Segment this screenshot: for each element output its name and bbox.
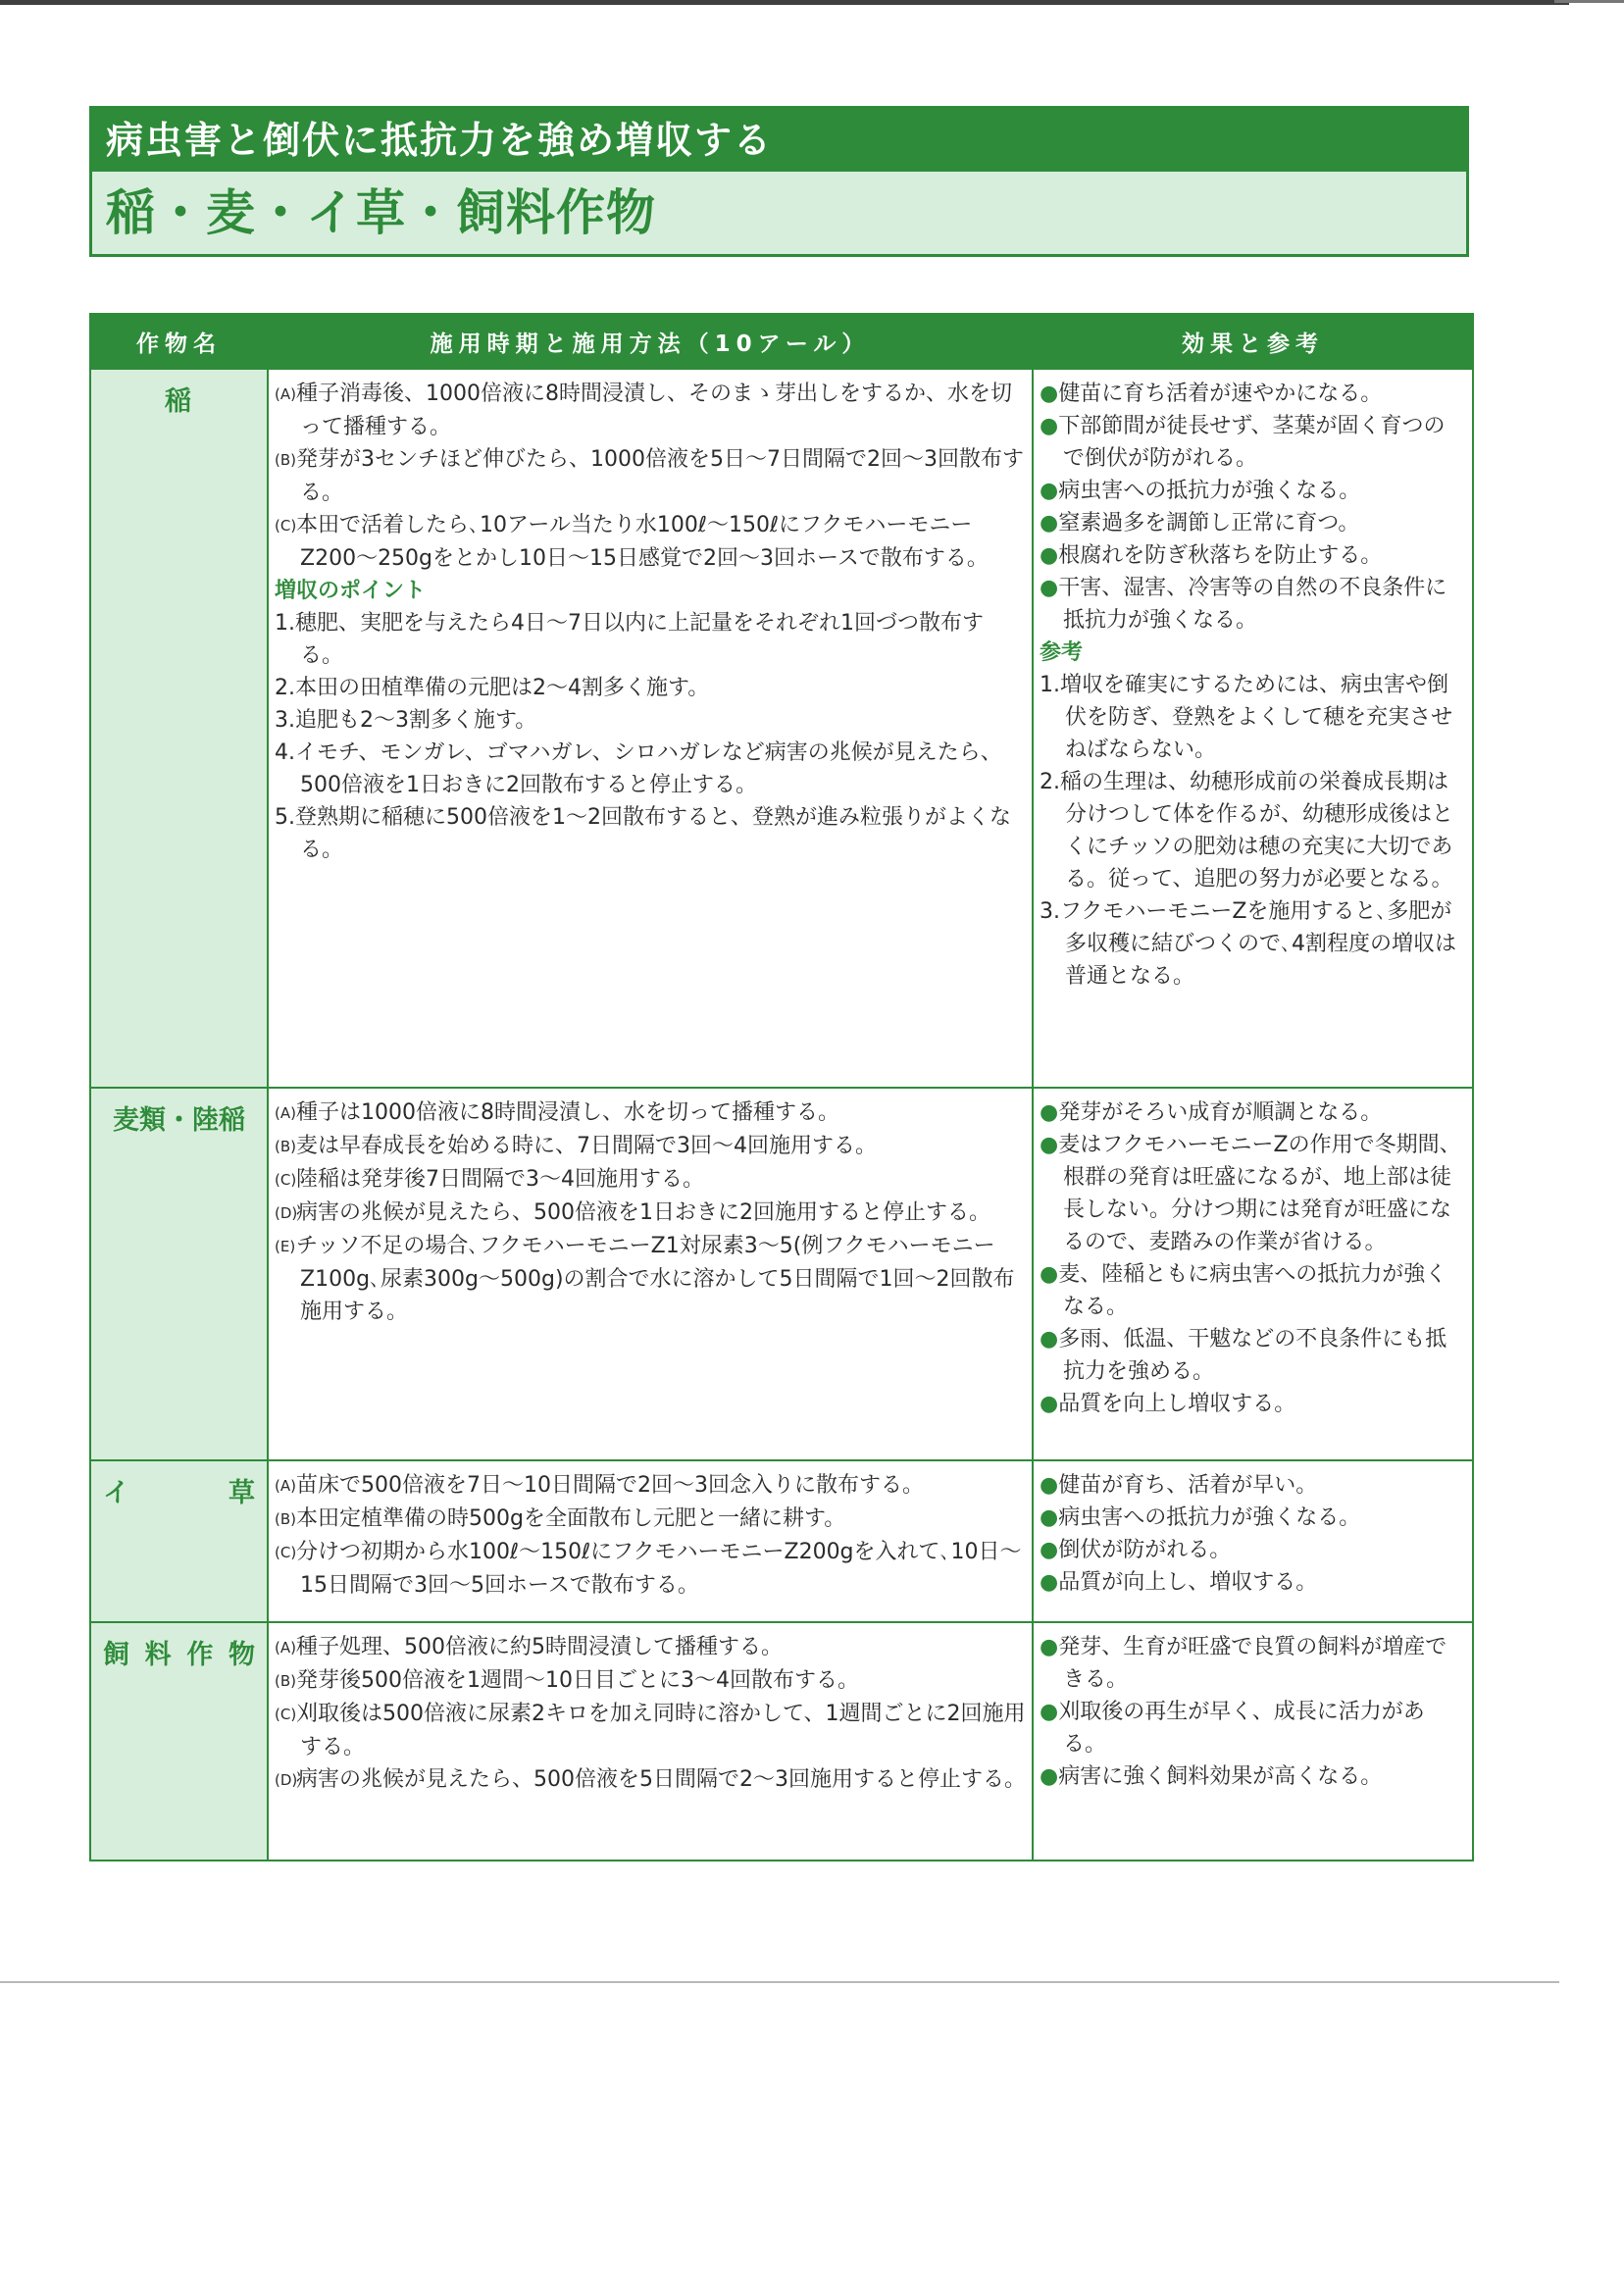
bullet-dot-icon: ●: [1040, 1570, 1059, 1595]
effect-item: ●根腐れを防ぎ秋落ちを防止する。: [1040, 543, 1383, 568]
bullet-dot-icon: ●: [1040, 576, 1059, 600]
top-rule: [0, 0, 1569, 5]
effect-cell: [1033, 369, 1473, 1088]
effect-item: ●倒伏が防がれる。: [1040, 1538, 1232, 1562]
table-row-igusa: [90, 1460, 1473, 1622]
method-item: (C)分けつ初期から水100ℓ〜150ℓにフクモハーモニーZ200gを入れて､10日〜15日間隔で3回〜5回ホースで散布する。: [275, 1540, 1022, 1598]
point-item: 3.追肥も2〜3割多く施す。: [275, 708, 537, 733]
method-item: (C)刈取後は500倍液に尿素2キロを加え同時に溶かして、1週間ごとに2回施用する。: [275, 1702, 1026, 1759]
bullet-dot-icon: ●: [1040, 1100, 1059, 1125]
points-heading: 増収のポイント: [275, 579, 427, 603]
effect-cell: [1033, 1088, 1473, 1460]
method-item: (B)本田定植準備の時500gを全面散布し元肥と一緒に耕す。: [275, 1506, 846, 1531]
effect-item: ●窒素過多を調節し正常に育つ。: [1040, 511, 1360, 535]
effect-item: ●品質が向上し、増収する。: [1040, 1570, 1318, 1595]
effect-item: ●下部節間が徒長せず、茎葉が固く育つので倒伏が防がれる。: [1040, 414, 1446, 471]
column-header-effect: 効果と参考: [1033, 314, 1473, 369]
crop-name: イ草: [90, 1460, 268, 1622]
bullet-dot-icon: ●: [1040, 511, 1059, 535]
bullet-dot-icon: ●: [1040, 479, 1059, 503]
method-cell: [268, 369, 1033, 1088]
bullet-dot-icon: ●: [1040, 1505, 1059, 1530]
point-item: 1.穂肥、実肥を与えたら4日〜7日以内に上記量をそれぞれ1回づつ散布する。: [275, 611, 984, 668]
effect-item: ●発芽、生育が旺盛で良質の飼料が増産できる。: [1040, 1635, 1447, 1692]
method-item: (A)苗床で500倍液を7日〜10日間隔で2回〜3回念入りに散布する。: [275, 1473, 924, 1498]
point-item: 4.イモチ、モンガレ、ゴマハガレ、シロハガレなど病害の兆候が見えたら、500倍液を1日おきに2回散布すると停止する。: [275, 740, 1002, 797]
table-row-wheat: [90, 1088, 1473, 1460]
method-item: (B)麦は早春成長を始める時に、7日間隔で3回〜4回施用する。: [275, 1134, 877, 1158]
page-header: [89, 106, 1469, 257]
page-title: 稲・麦・イ草・飼料作物: [92, 172, 1466, 254]
effect-item: ●病虫害への抵抗力が強くなる。: [1040, 479, 1361, 503]
bullet-dot-icon: ●: [1040, 1327, 1059, 1351]
effect-item: ●干害、湿害、冷害等の自然の不良条件に抵抗力が強くなる。: [1040, 576, 1447, 633]
effect-cell: [1033, 1622, 1473, 1861]
method-item: (D)病害の兆候が見えたら、500倍液を1日おきに2回施用すると停止する。: [275, 1200, 990, 1225]
bullet-dot-icon: ●: [1040, 1133, 1059, 1157]
method-item: (D)病害の兆候が見えたら、500倍液を5日間隔で2〜3回施用すると停止する。: [275, 1767, 1026, 1792]
bottom-rule: [0, 1981, 1559, 1983]
bullet-dot-icon: ●: [1040, 1473, 1059, 1498]
method-cell: [268, 1622, 1033, 1861]
reference-item: 1.増収を確実にするためには、病虫害や倒伏を防ぎ、登熟をよくして穂を充実させねばならない。: [1040, 673, 1453, 762]
page-subtitle: 病虫害と倒伏に抵抗力を強め増収する: [92, 109, 1466, 172]
effect-item: ●多雨、低温、干魃などの不良条件にも抵抗力を強める。: [1040, 1327, 1447, 1384]
reference-item: 2.稲の生理は、幼穂形成前の栄養成長期は分けつして体を作るが、幼穂形成後はとくにチッソの肥効は穂の充実に大切である。従って、追肥の努力が必要となる。: [1040, 770, 1454, 892]
effect-item: ●麦、陸稲ともに病虫害への抵抗力が強くなる。: [1040, 1262, 1447, 1319]
crop-name: 稲: [90, 369, 268, 1088]
effect-item: ●健苗が育ち、活着が早い。: [1040, 1473, 1318, 1498]
method-item: (E)チッソ不足の場合､フクモハーモニーZ1対尿素3〜5(例フクモハーモニーZ100g､尿素300g〜500g)の割合で水に溶かして5日間隔で1回〜2回散布施用する。: [275, 1234, 1015, 1324]
bullet-dot-icon: ●: [1040, 414, 1059, 438]
crop-name: 麦類・陸稲: [90, 1088, 268, 1460]
effect-item: ●品質を向上し増収する。: [1040, 1392, 1296, 1416]
bullet-dot-icon: ●: [1040, 1538, 1059, 1562]
effect-item: ●健苗に育ち活着が速やかになる。: [1040, 382, 1383, 406]
bullet-dot-icon: ●: [1040, 1392, 1059, 1416]
crop-name: 飼料作物: [90, 1622, 268, 1861]
table-row-forage: [90, 1622, 1473, 1861]
column-header-crop: 作物名: [90, 314, 268, 369]
effect-item: ●病虫害への抵抗力が強くなる。: [1040, 1505, 1361, 1530]
bullet-dot-icon: ●: [1040, 1764, 1059, 1789]
bullet-dot-icon: ●: [1040, 1262, 1059, 1287]
effect-item: ●発芽がそろい成育が順調となる。: [1040, 1100, 1383, 1125]
column-header-method: 施用時期と施用方法（10アール）: [268, 314, 1033, 369]
table-header-row: [90, 314, 1473, 369]
effect-item: ●刈取後の再生が早く、成長に活力がある。: [1040, 1700, 1425, 1757]
point-item: 2.本田の田植準備の元肥は2〜4割多く施す。: [275, 676, 710, 700]
bullet-dot-icon: ●: [1040, 543, 1059, 568]
bullet-dot-icon: ●: [1040, 382, 1059, 406]
crop-table: [89, 313, 1474, 1861]
method-item: (C)陸稲は発芽後7日間隔で3〜4回施用する。: [275, 1167, 704, 1192]
method-cell: [268, 1460, 1033, 1622]
effect-item: ●麦はフクモハーモニーZの作用で冬期間、根群の発育は旺盛になるが、地上部は徒長しない。分けつ期には発育が旺盛になるので、麦踏みの作業が省ける。: [1040, 1133, 1461, 1254]
bullet-dot-icon: ●: [1040, 1700, 1059, 1724]
method-cell: [268, 1088, 1033, 1460]
reference-heading: 参考: [1040, 640, 1084, 665]
bullet-dot-icon: ●: [1040, 1635, 1059, 1659]
method-item: (B)発芽が3センチほど伸びたら、1000倍液を5日〜7日間隔で2回〜3回散布する。: [275, 447, 1024, 505]
effect-cell: [1033, 1460, 1473, 1622]
table-row-rice: [90, 369, 1473, 1088]
method-item: (A)種子処理、500倍液に約5時間浸漬して播種する。: [275, 1635, 783, 1659]
method-item: (A)種子消毒後、1000倍液に8時間浸漬し、そのまゝ芽出しをするか、水を切って播種する。: [275, 382, 1012, 439]
method-item: (B)発芽後500倍液を1週間〜10日目ごとに3〜4回散布する。: [275, 1668, 859, 1693]
method-item: (C)本田で活着したら､10アール当たり水100ℓ〜150ℓにフクモハーモニーZ200〜250gをとかし10日〜15日感覚で2回〜3回ホースで散布する。: [275, 513, 989, 571]
effect-item: ●病害に強く飼料効果が高くなる。: [1040, 1764, 1383, 1789]
point-item: 5.登熟期に稲穂に500倍液を1〜2回散布すると、登熟が進み粒張りがよくなる。: [275, 805, 1011, 862]
reference-item: 3.フクモハーモニーZを施用すると､多肥が多収穫に結びつくので､4割程度の増収は普通となる。: [1040, 899, 1456, 989]
method-item: (A)種子は1000倍液に8時間浸漬し、水を切って播種する。: [275, 1100, 839, 1125]
top-rule-right: [1554, 0, 1624, 3]
